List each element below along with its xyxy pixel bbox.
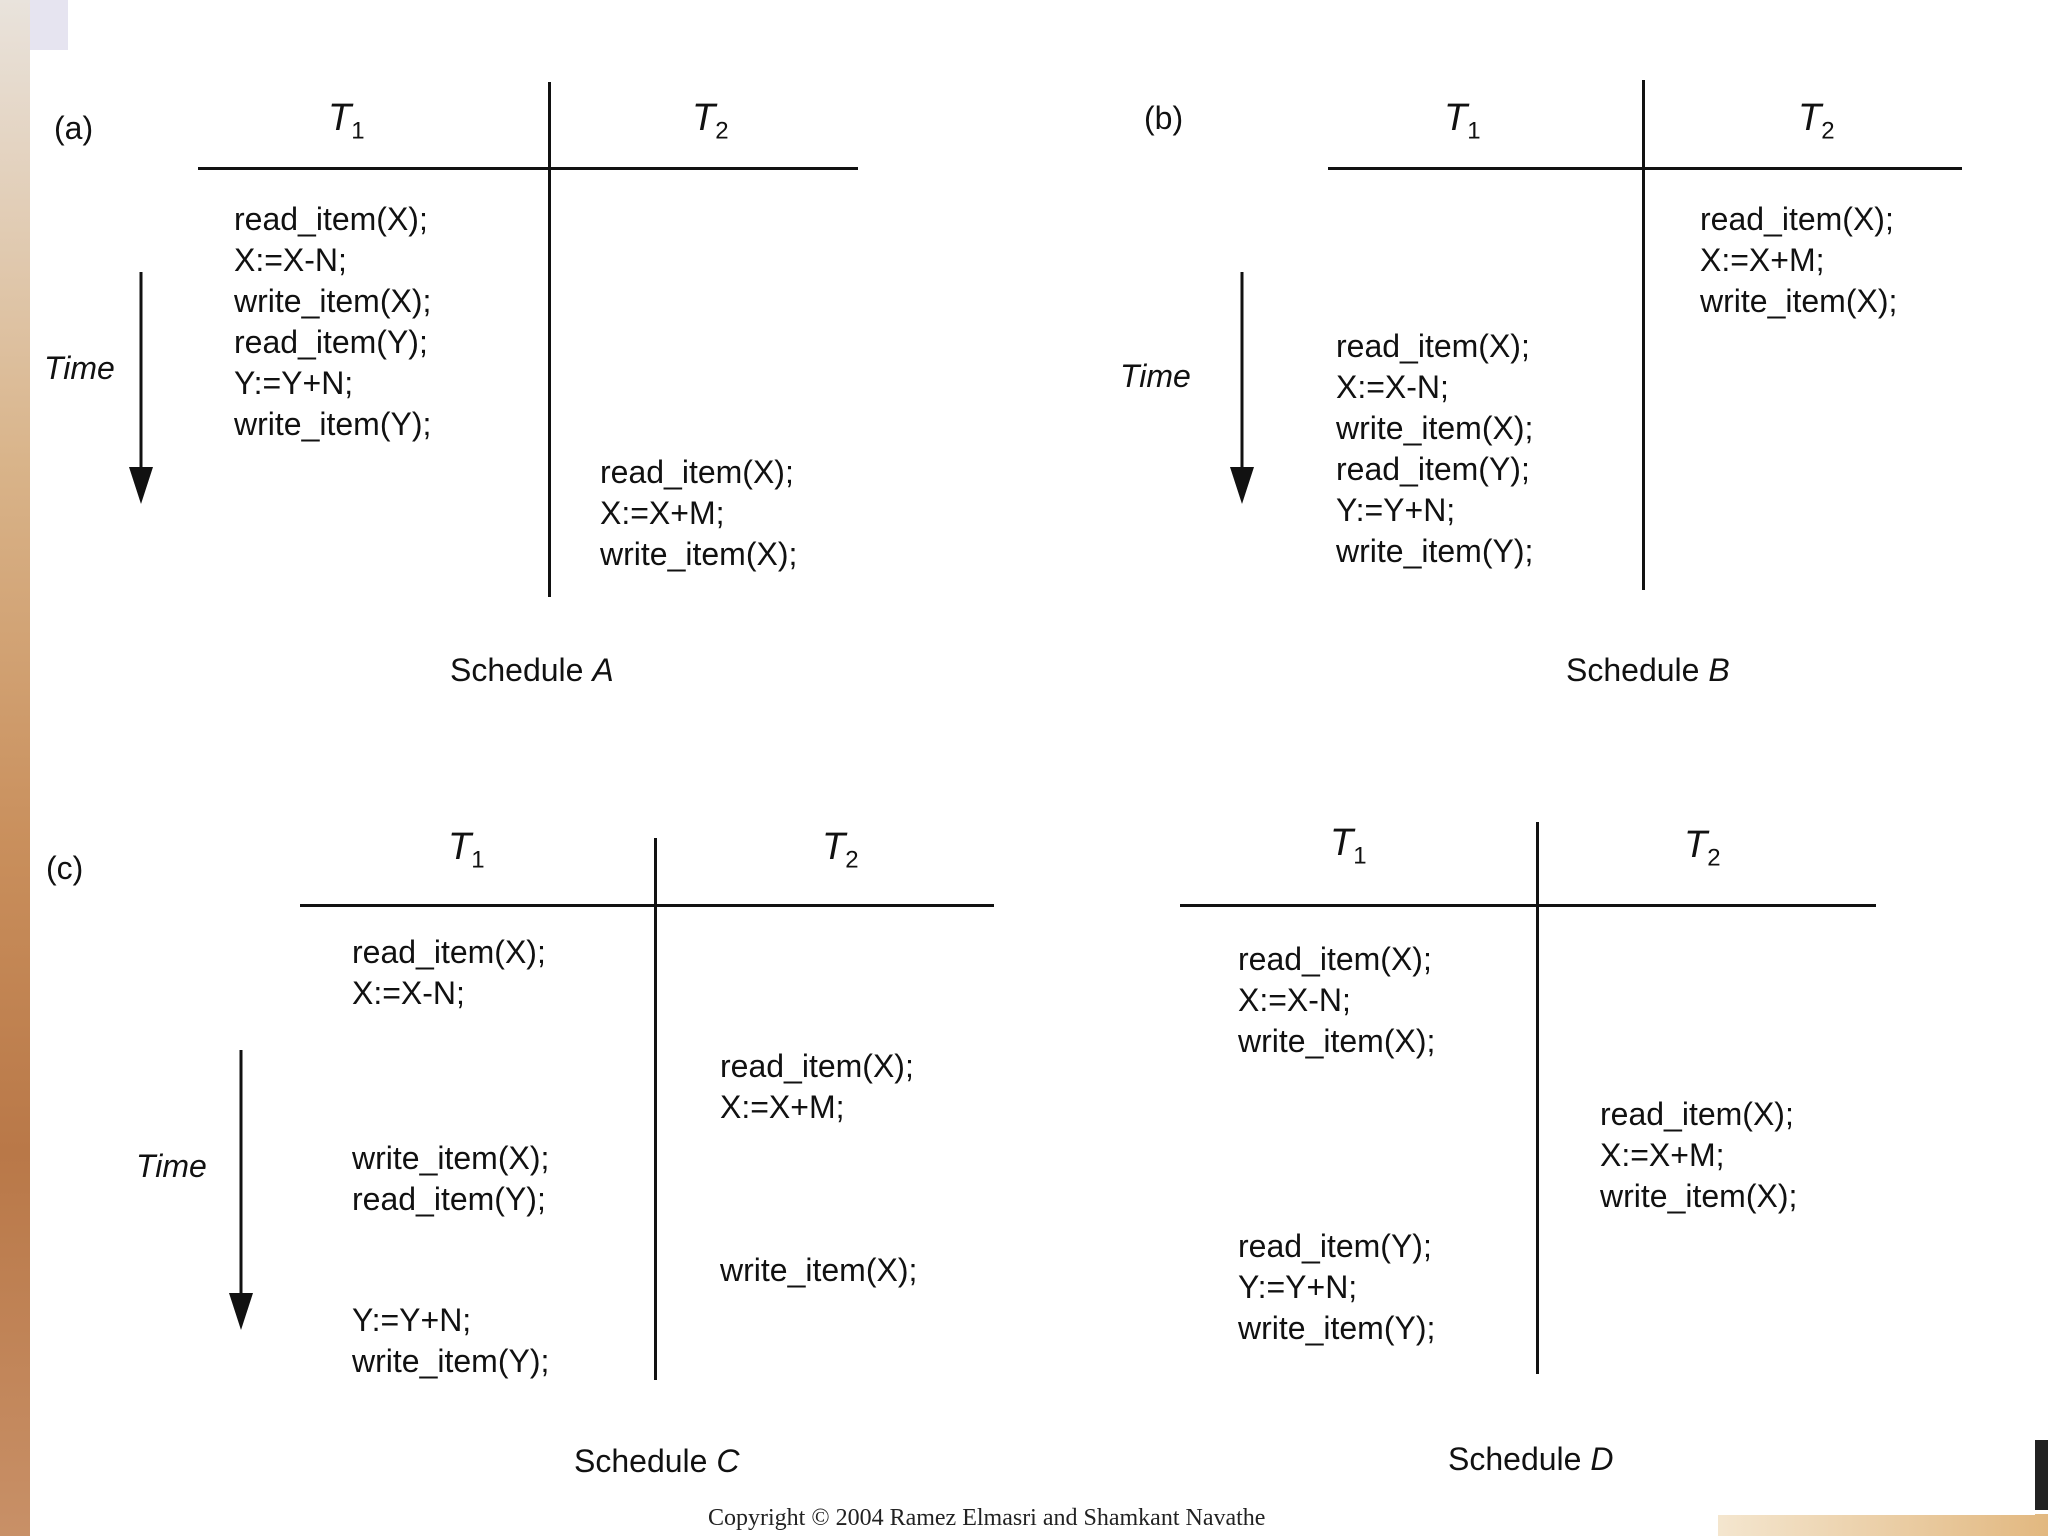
column-header-t2: $T_2$ bbox=[692, 97, 729, 145]
op: write_item(X); bbox=[600, 536, 798, 572]
schedule-caption: Schedule C bbox=[574, 1443, 740, 1479]
slide-edge-mark bbox=[2034, 1440, 2048, 1510]
op: read_item(X); bbox=[352, 934, 546, 970]
time-label: Time bbox=[44, 350, 115, 386]
schedule-caption: Schedule B bbox=[1566, 652, 1730, 688]
column-header-t2: $T_2$ bbox=[1798, 97, 1835, 145]
t2-operations bbox=[1600, 1094, 1797, 1217]
column-divider bbox=[1536, 822, 1539, 1374]
column-header-t1: $T_1$ bbox=[328, 97, 365, 145]
t1-operations bbox=[234, 199, 431, 445]
op: Y:=Y+N; bbox=[234, 365, 354, 401]
op: write_item(Y); bbox=[234, 406, 432, 442]
op: read_item(X); bbox=[234, 201, 428, 237]
op: X:=X+M; bbox=[720, 1089, 845, 1125]
column-header-t1: $T_1$ bbox=[1330, 822, 1367, 870]
op: read_item(Y); bbox=[234, 324, 428, 360]
op: X:=X-N; bbox=[1238, 982, 1351, 1018]
op: write_item(Y); bbox=[352, 1343, 550, 1379]
op: read_item(Y); bbox=[352, 1181, 546, 1217]
op: read_item(X); bbox=[720, 1048, 914, 1084]
column-header-t1: $T_1$ bbox=[1444, 97, 1481, 145]
op: write_item(X); bbox=[1700, 283, 1898, 319]
t2-operations bbox=[600, 452, 797, 575]
schedule-caption: Schedule A bbox=[450, 652, 614, 688]
time-arrow-icon bbox=[226, 1050, 256, 1330]
op: X:=X+M; bbox=[600, 495, 725, 531]
op: read_item(X); bbox=[1700, 201, 1894, 237]
op: write_item(X); bbox=[234, 283, 432, 319]
t1-operations bbox=[352, 932, 546, 1014]
header-divider bbox=[198, 167, 858, 170]
panel-label-b: (b) bbox=[1144, 100, 1184, 136]
op: X:=X-N; bbox=[1336, 369, 1449, 405]
column-header-t2: $T_2$ bbox=[822, 826, 859, 874]
time-label: Time bbox=[136, 1148, 207, 1184]
panel-label-a: (a) bbox=[54, 110, 94, 146]
op: read_item(X); bbox=[600, 454, 794, 490]
t1-operations bbox=[1336, 326, 1533, 572]
column-divider bbox=[654, 838, 657, 1380]
op: X:=X-N; bbox=[234, 242, 347, 278]
panel-label-c: (c) bbox=[46, 850, 84, 886]
op: write_item(X); bbox=[352, 1140, 550, 1176]
op: read_item(Y); bbox=[1336, 451, 1530, 487]
op: X:=X+M; bbox=[1700, 242, 1825, 278]
t1-operations bbox=[352, 1138, 549, 1220]
header-divider bbox=[1180, 904, 1876, 907]
column-header-t2: $T_2$ bbox=[1684, 824, 1721, 872]
op: read_item(Y); bbox=[1238, 1228, 1432, 1264]
copyright-notice: Copyright © 2004 Ramez Elmasri and Shamkant Navathe bbox=[708, 1505, 1266, 1531]
header-divider bbox=[1328, 167, 1962, 170]
t1-operations bbox=[352, 1300, 549, 1382]
column-header-t1: $T_1$ bbox=[448, 826, 485, 874]
op: write_item(Y); bbox=[1238, 1310, 1436, 1346]
t2-operations bbox=[1700, 199, 1897, 322]
t2-operations bbox=[720, 1250, 917, 1291]
op: write_item(Y); bbox=[1336, 533, 1534, 569]
slide-background-strip bbox=[0, 0, 30, 1536]
time-arrow-icon bbox=[126, 272, 156, 504]
op: Y:=Y+N; bbox=[352, 1302, 472, 1338]
header-divider bbox=[300, 904, 994, 907]
column-divider bbox=[1642, 80, 1645, 590]
t2-operations bbox=[720, 1046, 914, 1128]
op: Y:=Y+N; bbox=[1336, 492, 1456, 528]
op: X:=X-N; bbox=[352, 975, 465, 1011]
op: Y:=Y+N; bbox=[1238, 1269, 1358, 1305]
time-arrow-icon bbox=[1227, 272, 1257, 504]
op: write_item(X); bbox=[1238, 1023, 1436, 1059]
t1-operations bbox=[1238, 939, 1435, 1062]
time-label: Time bbox=[1120, 358, 1191, 394]
schedule-caption: Schedule D bbox=[1448, 1441, 1614, 1477]
column-divider bbox=[548, 82, 551, 597]
op: X:=X+M; bbox=[1600, 1137, 1725, 1173]
t1-operations bbox=[1238, 1226, 1435, 1349]
op: read_item(X); bbox=[1600, 1096, 1794, 1132]
op: read_item(X); bbox=[1238, 941, 1432, 977]
op: write_item(X); bbox=[1600, 1178, 1798, 1214]
slide-background-bottom bbox=[1718, 1514, 2048, 1536]
op: read_item(X); bbox=[1336, 328, 1530, 364]
op: write_item(X); bbox=[1336, 410, 1534, 446]
op: write_item(X); bbox=[720, 1252, 918, 1288]
